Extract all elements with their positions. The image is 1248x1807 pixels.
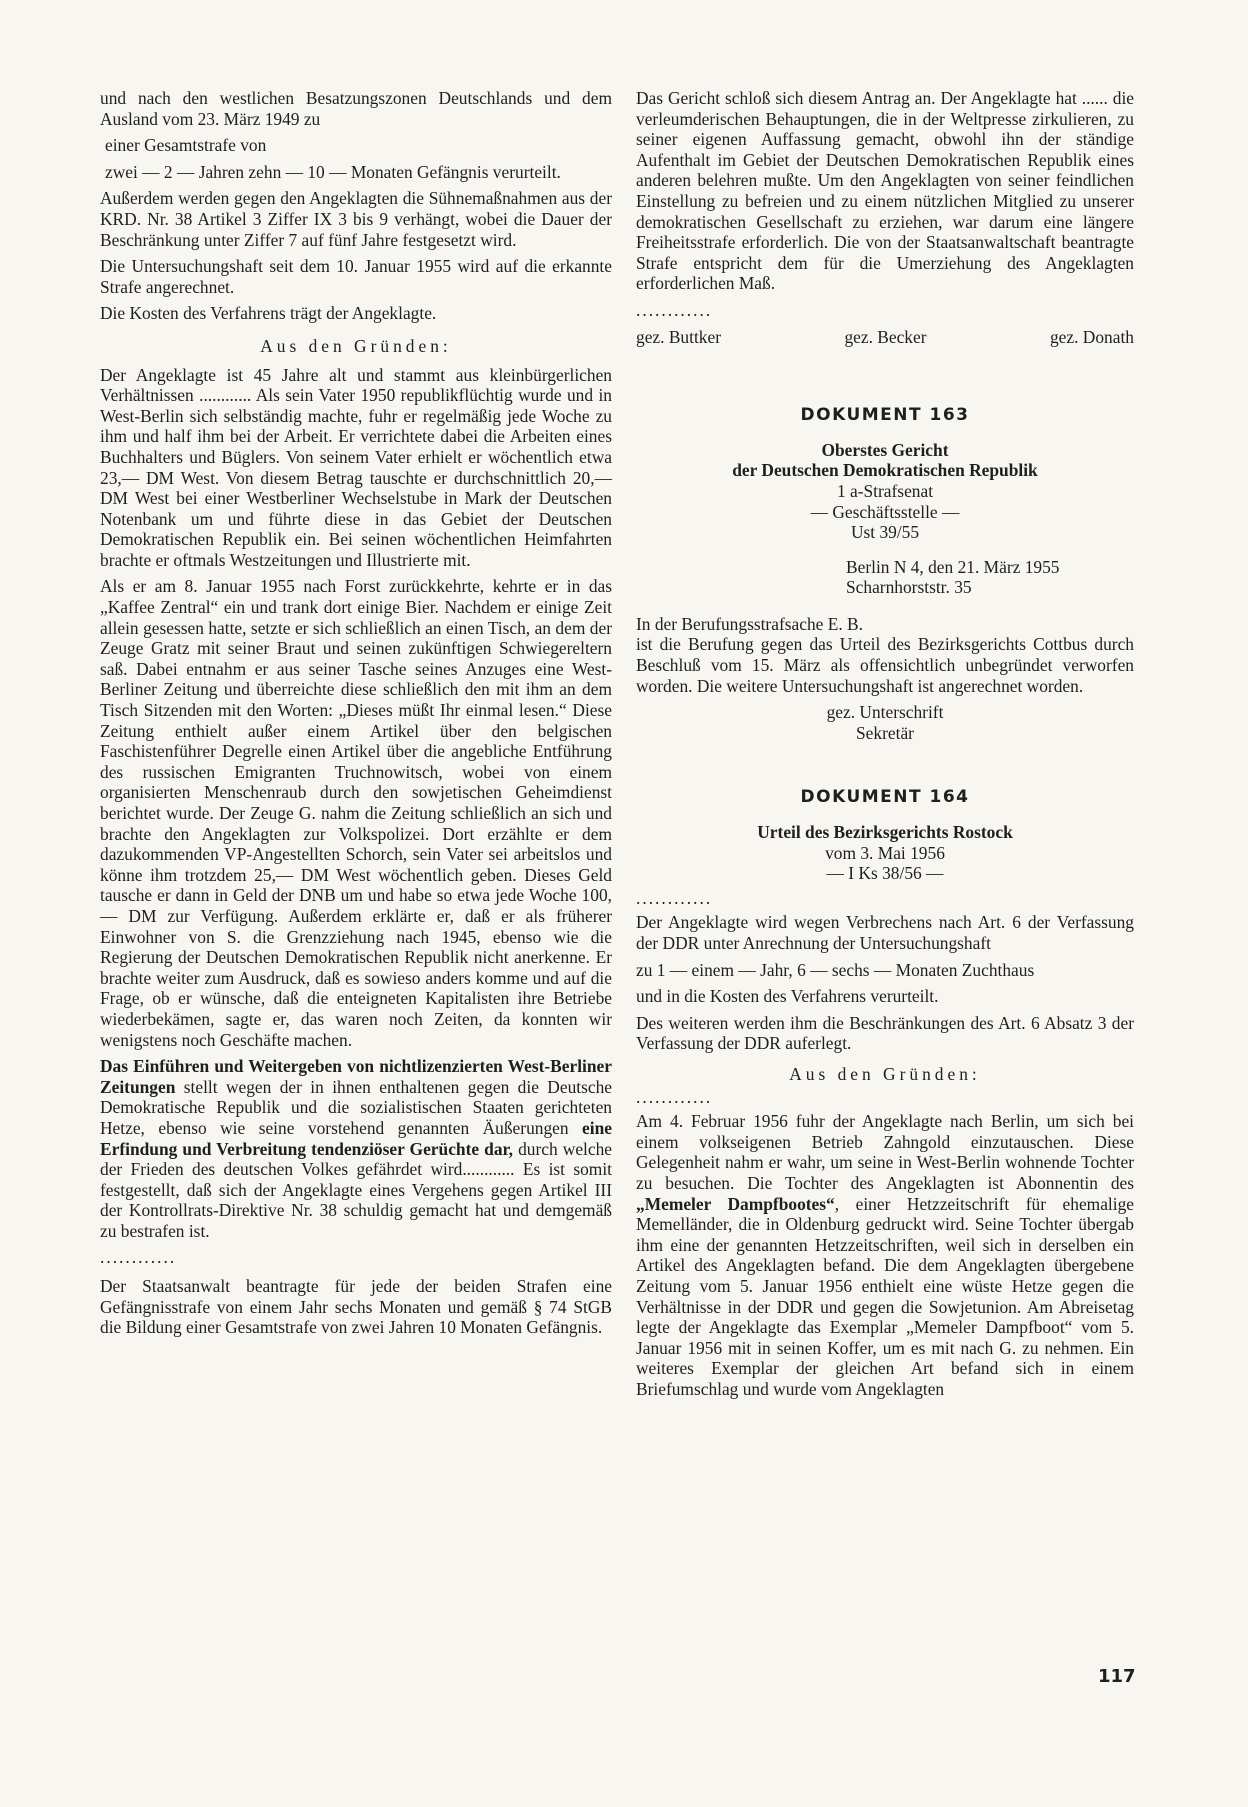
paragraph: und nach den westlichen Besatzungszonen Deutschlands und dem Ausland vom 23. März 1949 zu xyxy=(100,88,612,129)
address-line: Scharnhorststr. 35 xyxy=(846,577,972,598)
paragraph: und in die Kosten des Verfahrens verurteilt. xyxy=(636,986,939,1007)
signature: gez. Becker xyxy=(844,326,927,347)
section-heading: Aus den Gründen: xyxy=(789,1063,981,1084)
paragraph xyxy=(100,1056,612,1241)
paragraph xyxy=(636,1111,1134,1399)
paragraph: Als er am 8. Januar 1955 nach Forst zurückkehrte, kehrte er in das „Kaffee Zentral“ ein und trank dort einige Bier. Nachdem er einige Zeit allein gesessen hatte, setzte er sich schließlich an einen Tisch, an dem der Zeuge Gratz mit seiner Braut und seinen zukünftigen Schwiegereltern saß. Dabei entnahm er aus seiner Tasche seines Anzuges eine West-Berliner Zeitung und überreichte diese schließlich den mit ihm an dem Tisch Sitzenden mit den Worten: „Dieses müßt Ihr einmal lesen.“ Diese Zeitung enthielt außer einem Artikel über den belgischen Faschistenführer Degrelle einen Artikel über die angebliche Entführung des russischen Emigranten Truchnowitsch, wobei von einem organisierten Menschenraub durch den sowjetischen Geheimdienst berichtet wurde. Der Zeuge G. nahm die Zeitung schließlich an sich und brachte den Angeklagten zur Volkspolizei. Dort erzählte er dem dazukommenden VP-Angestellten Schorch, sein Vater sei arbeitslos und könne ihm trotzdem 25,— DM West wöchentlich geben. Dieses Geld tausche er dann in Geld der DNB um und habe so etwa jede Woche 100,— DM zur Verfügung. Außerdem erklärte er, daß er als früherer Einwohner von S. die Grenzziehung nach 1945, ebenso wie die Regierung der Deutschen Demokratischen Republik nicht anerkenne. Er brachte weiter zum Ausdruck, daß es sowieso anders komme und auf die Frage, ob er wünsche, daß die enteigneten Kapitalisten ihre Betriebe wiederbekämen, sagte er, das waren noch Zeiten, da konnten wir wenigstens noch Geschäfte machen. xyxy=(100,576,612,1050)
ellipsis-dots: ............ xyxy=(100,1247,177,1268)
paragraph: Außerdem werden gegen den Angeklagten die Sühnemaßnahmen aus der KRD. Nr. 38 Artikel 3 Ziffer IX 3 bis 9 verhängt, wobei die Dauer der Beschränkung unter Ziffer 7 auf fünf Jahre festgesetzt wird. xyxy=(100,188,612,250)
ellipsis-dots: ............ xyxy=(636,1086,713,1107)
signature-row xyxy=(636,327,1134,348)
ellipsis-dots: ............ xyxy=(636,299,713,320)
signature: gez. Buttker xyxy=(636,326,721,347)
document-heading: DOKUMENT 164 xyxy=(800,787,970,808)
reference-number: Ust 39/55 xyxy=(850,522,920,543)
signature-title: Sekretär xyxy=(856,722,914,743)
judgment-date: vom 3. Mai 1956 xyxy=(825,842,945,863)
paragraph: Die Kosten des Verfahrens trägt der Angeklagte. xyxy=(100,303,437,324)
paragraph: Der Staatsanwalt beantragte für jede der beiden Strafen eine Gefängnisstrafe von einem Jahr sechs Monaten und gemäß § 74 StGB die Bildung einer Gesamtstrafe von zwei Jahren 10 Monaten Gefängnis. xyxy=(100,1276,612,1338)
office: — Geschäftsstelle — xyxy=(810,501,960,522)
bold-text: Das Einführen und Weitergeben von nichtlizenzierten West-Berliner Zeitungen xyxy=(100,1056,612,1097)
paragraph: Des weiteren werden ihm die Beschränkungen des Art. 6 Absatz 3 der Verfassung der DDR auferlegt. xyxy=(636,1012,1134,1054)
paragraph: Die Untersuchungshaft seit dem 10. Januar 1955 wird auf die erkannte Strafe angerechnet. xyxy=(100,256,612,297)
bold-text: „Memeler Dampfbootes“ xyxy=(636,1193,835,1214)
reference-number: — I Ks 38/56 — xyxy=(826,863,944,884)
senate: 1 a-Strafsenat xyxy=(836,480,934,501)
paragraph: Das Gericht schloß sich diesem Antrag an. Der Angeklagte hat ...... die verleumderischen Behauptungen, die in der Weltpresse zirkulieren, zu seiner eigenen Auffassung gemacht, obwohl ihn der ständige Aufenthalt im Gebiet der Deutschen Demokratischen Republik eines anderen belehren mußte. Um den Angeklagten von seiner feindlichen Einstellung zu befreien und zu einem nützlichen Mitglied zu unserer demokratischen Gesellschaft zu erziehen, war darum eine längere Freiheitsstrafe erforderlich. Die von der Staatsanwaltschaft beantragte Strafe entspricht dem für die Umerziehung des Angeklagten erforderlichen Maß. xyxy=(636,88,1134,294)
page-number: 117 xyxy=(1098,1666,1136,1687)
paragraph: ist die Berufung gegen das Urteil des Bezirksgerichts Cottbus durch Beschluß vom 15. März als offensichtlich unbegründet verworfen worden. Die weitere Untersuchungshaft ist angerechnet worden. xyxy=(636,634,1134,696)
text: Am 4. Februar 1956 fuhr der Angeklagte nach Berlin, um sich bei einem volkseigenen Betrieb Zahngold einzutauschen. Diese Gelegenheit nahm er wahr, um seine in West-Berlin wohnende Tochter zu besuchen. Die Tochter des Angeklagten ist Abonnentin des xyxy=(636,1111,1134,1193)
left-column xyxy=(100,88,612,1344)
court-name: Oberstes Gericht xyxy=(821,439,949,460)
ellipsis-dots: ............ xyxy=(636,887,713,908)
text: durch welche der Frieden des deutschen Volkes gefährdet wird............ Es ist somit festgestellt, daß sich der Angeklagte eines Vergehens gegen Artikel III der Kontrollrats-Direktive Nr. 38 schuldig gemacht hat und demgemäß zu bestrafen ist. xyxy=(100,1138,613,1241)
paragraph: Der Angeklagte ist 45 Jahre alt und stammt aus kleinbürgerlichen Verhältnissen ............ Als sein Vater 1950 republikflüchtig wurde und in West-Berlin sich selbständig machte, fuhr er regelmäßig jede Woche zu ihm und half ihm bei der Arbeit. Er verrichtete dabei die Arbeiten eines Buchhalters und Büglers. Von seinem Vater erhielt er wöchentlich etwa 23,— DM West. Von diesem Betrag tauschte er durchschnittlich 20,— DM West bei einer Westberliner Wechselstube in Mark der Deutschen Notenbank um und führte diese in das Gebiet der Deutschen Demokratischen Republik ein. Bei seinen wöchentlichen Heimfahrten brachte er oftmals Westzeitungen und Illustrierte mit. xyxy=(100,364,612,570)
paragraph: zwei — 2 — Jahren zehn — 10 — Monaten Gefängnis verurteilt. xyxy=(105,161,561,182)
paragraph: zu 1 — einem — Jahr, 6 — sechs — Monaten Zuchthaus xyxy=(636,959,1035,980)
section-heading: Aus den Gründen: xyxy=(260,335,452,356)
text: stellt wegen der in ihnen enthaltenen gegen die Deutsche Demokratische Republik und die sozialistischen Staaten gerichteten Hetze, ebenso wie seine vorstehend genannten Äußerungen xyxy=(100,1076,612,1138)
paragraph: In der Berufungsstrafsache E. B. xyxy=(636,613,863,634)
right-column xyxy=(636,88,1134,1405)
paragraph: einer Gesamtstrafe von xyxy=(105,135,267,156)
court-name: der Deutschen Demokratischen Republik xyxy=(732,460,1038,481)
text: , einer Hetzzeitschrift für ehemalige Memelländer, die in Oldenburg gedruckt wird. Seine Tochter übergab ihm eine der genannten Hetzzeitschriften, weil sich in derselben ein Artikel des Angeklagten befand. Die dem Angeklagten übergebene Zeitung vom 5. Januar 1956 enthielt eine wüste Hetze gegen die Verhältnisse in der DDR und gegen die Sowjetunion. Am Abreisetag legte der Angeklagte das Exemplar „Memeler Dampfboot“ vom 5. Januar 1956 mit in seinen Koffer, um es mit nach G. zu nehmen. Ein weiteres Exemplar der gleichen Art befand sich in einem Briefumschlag und wurde vom Angeklagten xyxy=(636,1193,1134,1399)
bold-text: eine Erfindung und Verbreitung tendenziöser Gerüchte dar, xyxy=(100,1117,612,1159)
signature: gez. Unterschrift xyxy=(826,702,944,723)
judgment-title: Urteil des Bezirksgerichts Rostock xyxy=(757,822,1013,843)
date-line: Berlin N 4, den 21. März 1955 xyxy=(846,556,1060,577)
document-heading: DOKUMENT 163 xyxy=(800,405,970,426)
paragraph: Der Angeklagte wird wegen Verbrechens nach Art. 6 der Verfassung der DDR unter Anrechnung der Untersuchungshaft xyxy=(636,912,1134,953)
signature: gez. Donath xyxy=(1049,326,1134,347)
